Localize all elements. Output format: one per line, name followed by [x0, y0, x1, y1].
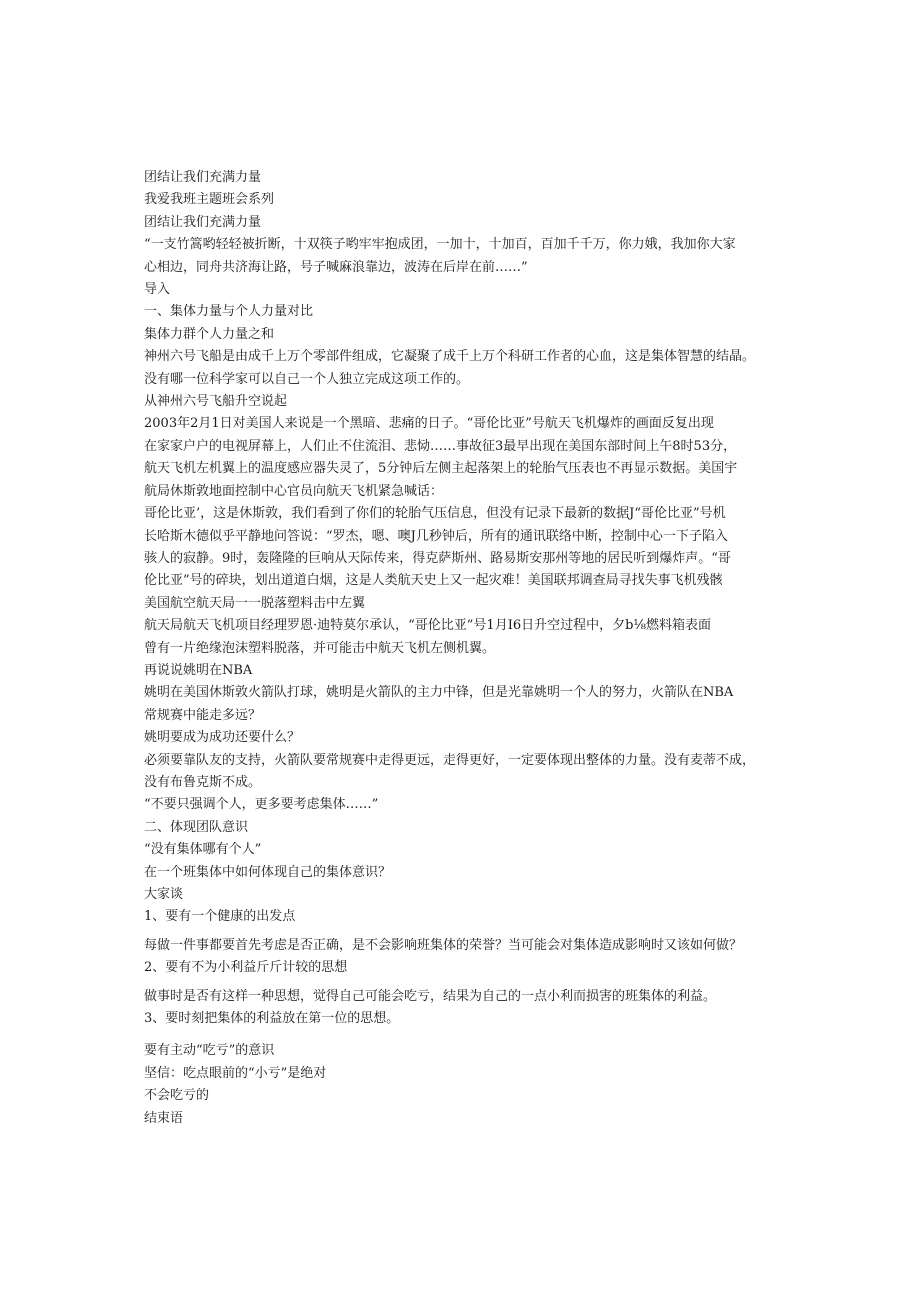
subheading: 集体力群个人力量之和 [144, 326, 275, 342]
paragraph-line: 坚信：吃点眼前的“小亏”是绝对 [144, 1065, 327, 1081]
paragraph-line: 长哈斯木德似乎平静地问答说：“罗杰，嗯、噢J几秒钟后，所有的通讯联络中断，控制中心一下子陷入 [144, 528, 728, 544]
paragraph-line: 2003年2月1日对美国人来说是一个黑暗、悲痛的日子。“哥伦比亚”号航天飞机爆炸的画面反复出现 [144, 416, 714, 432]
paragraph-line: 常规赛中能走多远？ [144, 707, 262, 723]
paragraph-line: 不会吃亏的 [144, 1088, 210, 1104]
question-line: 姚明要成为成功还要什么？ [144, 730, 301, 746]
subheading: 大家谈 [144, 887, 184, 902]
section-heading-1: 一、集体力量与个人力量对比 [144, 304, 314, 320]
paragraph-line: 神州六号飞船是由成千上万个零部件组成，它凝聚了成千上万个科研工作者的心血，这是集体智慧的结晶。 [144, 349, 756, 365]
paragraph-line: 姚明在美国休斯敦火箭队打球，姚明是火箭队的主力中锋，但是光靠姚明一个人的努力，火箭队在NBA [144, 685, 734, 701]
paragraph-line: 哥伦比亚’，这是休斯敦，我们看到了你们的轮胎气压信息，但没有记录下最新的数据J“哥伦比亚”号机 [144, 506, 726, 522]
quote-line: “没有集体哪有个人” [144, 842, 262, 858]
document-body [144, 167, 794, 1130]
paragraph-line: 航局休斯敦地面控制中心官员向航天飞机紧急喊话： [144, 483, 444, 499]
doc-title: 团结让我们充满力量 [144, 170, 262, 185]
doc-series: 我爱我班主题班会系列 [144, 192, 275, 208]
song-lyric-line: “一支竹篙哟轻轻被折断，十双筷子哟牢牢抱成团，一加十，十加百，百加千千万，你力娥，我加你大家 [144, 237, 736, 253]
paragraph-line: 航天局航天飞机项目经理罗恩·迪特莫尔承认，“哥伦比亚”号1月I6日升空过程中，夕b⅛燃料箱表面 [144, 618, 712, 634]
subheading: 从神州六号飞船升空说起 [144, 394, 288, 410]
list-item-heading: 3、要时刻把集体的利益放在第一位的思想。 [144, 1011, 400, 1027]
paragraph-line: 航天飞机左机翼上的温度感应器失灵了，5分钟后左侧主起落架上的轮胎气压表也不再显示数据。美国宇 [144, 461, 738, 477]
subheading: 要有主动“吃亏”的意识 [144, 1043, 275, 1059]
subheading: 美国航空航天局一一脱落塑料击中左翼 [144, 595, 366, 611]
paragraph-line: 每做一件事都要首先考虑是否正确，是不会影响班集体的荣誉？当可能会对集体造成影响时又该如何做？ [144, 937, 743, 953]
paragraph-line: 伦比亚”号的碎块，划出道道白烟，这是人类航天史上又一起灾难！美国联邦调查局寻找失事飞机残骸 [144, 573, 723, 589]
quote-line: “不要只强调个人，更多要考虑集体……” [144, 797, 379, 813]
song-lyric-line: 心相边，同舟共济海让路，号子喊麻浪靠边，波涛在后岸在前……” [144, 259, 528, 275]
paragraph-line: 没有哪一位科学家可以自己一个人独立完成这项工作的。 [144, 371, 470, 387]
section-label-closing: 结束语 [144, 1110, 184, 1126]
question-line: 在一个班集体中如何体现自己的集体意识？ [144, 864, 392, 880]
paragraph-line: 做事时是否有这样一种思想，觉得自己可能会吃亏，结果为自己的一点小利而损害的班集体的利益。 [144, 988, 717, 1004]
section-heading-2: 二、体现团队意识 [144, 819, 249, 835]
list-item-heading: 2、要有不为小利益斤斤计较的思想 [144, 960, 348, 976]
subheading: 再说说姚明在NBA [144, 662, 253, 678]
paragraph-line: 必须要靠队友的支持，火箭队要常规赛中走得更远，走得更好，一定要体现出整体的力量。没有麦蒂不成， [144, 752, 756, 768]
paragraph-line: 没有布鲁克斯不成。 [144, 774, 262, 790]
paragraph-line: 骇人的寂静。9时，轰隆隆的巨响从天际传来，得克萨斯州、路易斯安那州等地的居民听到爆炸声。“哥 [144, 550, 731, 566]
paragraph-line: 曾有一片绝缘泡沫塑料脱落，并可能击中航天飞机左侧机翼。 [144, 640, 496, 656]
section-label-intro: 导入 [144, 282, 171, 298]
paragraph-line: 在家家户户的电视屏幕上，人们止不住流泪、悲恸……事故征3最早出现在美国东部时间上午8时53分， [144, 438, 737, 454]
list-item-heading: 1、要有一个健康的出发点 [144, 909, 296, 925]
doc-heading: 团结让我们充满力量 [144, 214, 262, 230]
